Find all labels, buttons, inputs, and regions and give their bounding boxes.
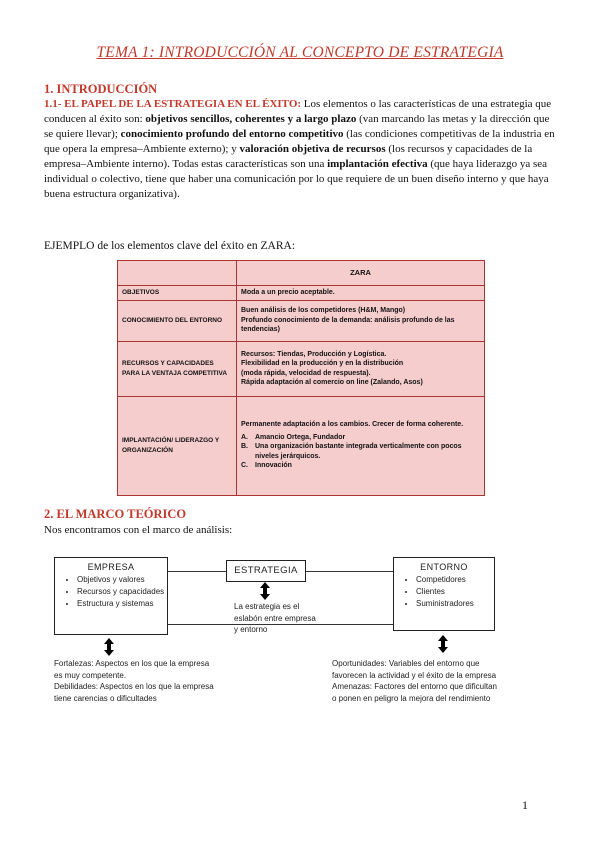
- section-heading-introduccion: 1. INTRODUCCIÓN: [44, 82, 158, 96]
- bold-run: conocimiento profundo del entorno competitivo: [120, 128, 344, 140]
- row-line: Moda a un precio aceptable.: [241, 289, 335, 296]
- empresa-title: EMPRESA: [87, 562, 135, 572]
- list-text: Innovación: [255, 462, 292, 470]
- estrategia-note: La estrategia es el eslabón entre empresa y entorno: [234, 602, 316, 634]
- example-label: EJEMPLO de los elementos clave del éxito en ZARA:: [44, 240, 296, 252]
- entorno-box: [393, 557, 495, 631]
- section-paragraph-1: [44, 97, 556, 202]
- row-content: [237, 300, 485, 341]
- list-letter: A.: [241, 433, 248, 441]
- list-letter: B.: [241, 443, 248, 451]
- oportunidades-text: Oportunidades: Variables del entorno que favorecen la actividad y el éxito de la empresa: [332, 659, 497, 680]
- empresa-list: [55, 574, 167, 609]
- fortalezas-text: Fortalezas: Aspectos en los que la empresa es muy competente.: [54, 659, 210, 680]
- estrategia-title: ESTRATEGIA: [234, 565, 298, 576]
- list-item: [241, 442, 480, 461]
- table-header-empty: [118, 261, 237, 286]
- row-label: RECURSOS Y CAPACIDADES PARA LA VENTAJA COMPETITIVA: [118, 341, 237, 396]
- table-row: [118, 341, 485, 396]
- list-item: • Competidores: [416, 574, 494, 585]
- list-item: [241, 461, 480, 471]
- table-header-row: [118, 261, 485, 286]
- row-label: OBJETIVOS: [118, 286, 237, 301]
- amenazas-text: Amenazas: Factores del entorno que dificultan o ponen en peligro la mejora del rendimiento: [332, 682, 497, 703]
- row-line: Rápida adaptación al comercio on line (Zalando, Asos): [241, 379, 423, 386]
- table-row: [118, 286, 485, 301]
- row-line: Recursos: Tiendas, Producción y Logística.: [241, 350, 387, 358]
- page-number: 1: [522, 798, 528, 812]
- text-run: (los recursos y capacidades de la empresa–Ambiente interno). Todas estas características son una: [44, 143, 533, 170]
- list-item: [241, 433, 480, 443]
- row-line: Buen análisis de los competidores (H&M, Mango): [241, 307, 406, 315]
- list-item: • Estructura y sistemas: [77, 598, 167, 609]
- row-content: [237, 286, 485, 301]
- section2-intro: Nos encontramos con el marco de análisis:: [44, 524, 233, 536]
- text-run: (las condiciones competitivas de la industria en que opera la empresa–Ambiente externo); y: [44, 128, 555, 155]
- table-header-zara: ZARA: [237, 261, 485, 286]
- row-line: (moda rápida, velocidad de respuesta).: [241, 369, 371, 377]
- row-line: Flexibilidad en la producción y en la distribución: [241, 360, 404, 367]
- entorno-title: ENTORNO: [420, 562, 468, 572]
- subsection-heading: 1.1- EL PAPEL DE LA ESTRATEGIA EN EL ÉXITO:: [44, 98, 302, 110]
- empresa-box: [54, 557, 168, 635]
- bold-run: valoración objetiva de recursos: [239, 143, 386, 155]
- list-letter: C.: [241, 462, 248, 470]
- text-run: (que haya liderazgo ya sea individual o colectivo, tiene que haber una comunicación por lo que requiere de un buen diseño interno y que haya buena estructura organizativa).: [44, 158, 549, 200]
- double-arrow-icon: [260, 582, 270, 600]
- text-run: Los elementos o las características de una estrategia que conducen al éxito son:: [44, 98, 552, 125]
- row-line: Permanente adaptación a los cambios. Crecer de forma coherente.: [241, 421, 464, 429]
- list-item: • Objetivos y valores: [77, 574, 167, 585]
- estrategia-box: [226, 560, 306, 582]
- table-row: [118, 396, 485, 495]
- row-content: [237, 396, 485, 495]
- entorno-list: [394, 574, 494, 609]
- empresa-note: [54, 658, 214, 704]
- bold-run: implantación efectiva: [327, 158, 428, 170]
- debilidades-text: Debilidades: Aspectos en los que la empresa tiene carencias o dificultades: [54, 682, 214, 703]
- list-text: Amancio Ortega, Fundador: [255, 433, 346, 441]
- bold-run: objetivos sencillos, coherentes y a largo plazo: [145, 113, 357, 125]
- list-item: • Suministradores: [416, 598, 494, 609]
- entorno-note: [332, 658, 498, 704]
- lettered-list: [241, 433, 480, 471]
- row-content: [237, 341, 485, 396]
- page-title: TEMA 1: INTRODUCCIÓN AL CONCEPTO DE ESTRATEGIA: [96, 44, 504, 61]
- list-text: Una organización bastante integrada verticalmente con pocos niveles jerárquicos.: [255, 443, 462, 460]
- zara-table: [117, 260, 485, 496]
- double-arrow-icon: [104, 638, 114, 656]
- row-line: Profundo conocimiento de la demanda: análisis profundo de las tendencias): [241, 316, 455, 334]
- row-label: IMPLANTACIÓN/ LIDERAZGO Y ORGANIZACIÓN: [118, 396, 237, 495]
- row-label: CONOCIMIENTO DEL ENTORNO: [118, 300, 237, 341]
- list-item: • Clientes: [416, 586, 494, 597]
- list-item: • Recursos y capacidades: [77, 586, 167, 597]
- section-heading-marco-teorico: 2. EL MARCO TEÓRICO: [44, 507, 187, 521]
- text-run: (van marcando las metas y la dirección que se quiere llevar);: [44, 113, 550, 140]
- table-row: [118, 300, 485, 341]
- double-arrow-icon: [438, 635, 448, 653]
